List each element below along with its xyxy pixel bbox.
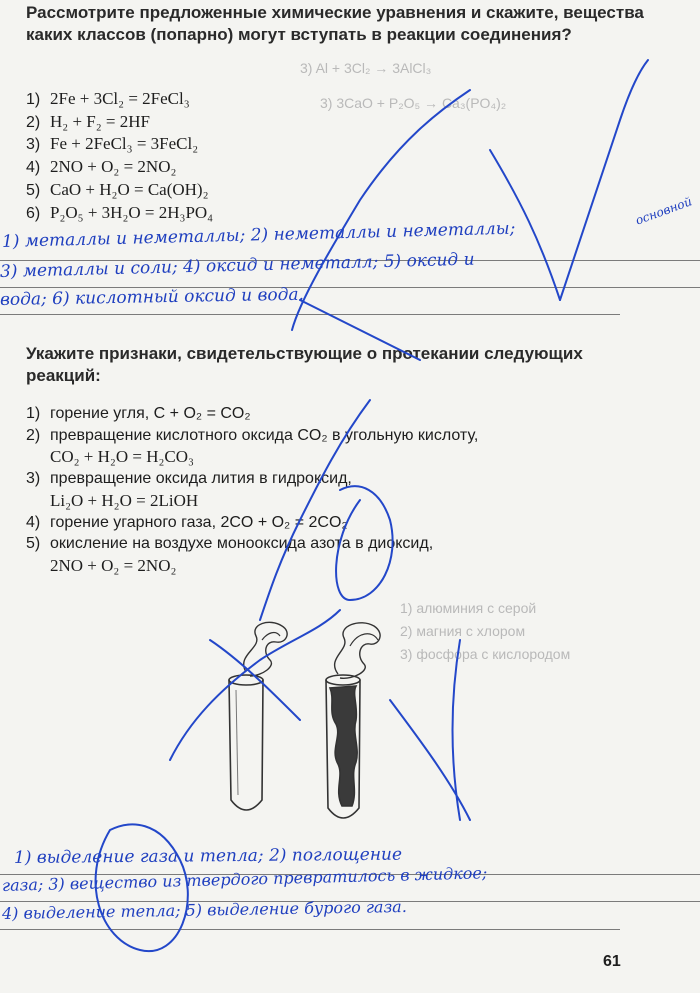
bleed-through-text: 3) фосфора с кислородом [400,646,571,662]
pen-stroke [300,300,420,360]
bleed-through-text: 1) алюминия с серой [400,600,537,616]
reaction-item: 4) горение угарного газа, 2CO + O₂ = 2CO₂ [26,513,348,531]
pen-stroke [170,610,340,760]
handwritten-answer-2-line-3: 4) выделение тепла; 5) выделение бурого газа. [1,896,407,923]
bleed-through-text: 2) магния с хлором [400,623,526,639]
bleed-through-text: 3) Al + 3Cl₂ → 3AlCl₃ [300,60,432,76]
equation-item: 4) 2NO + O₂ = 2NO₂ [26,157,177,177]
page-number: 61 [603,953,621,970]
reaction-item: 3) превращение оксида лития в гидроксид, Li₂O + H₂O = 2LiOH [26,470,352,510]
equation-item: 5) CaO + H₂O = Ca(OH)₂ [26,179,209,199]
handwritten-answer-1-line-2: 3) металлы и соли; 4) оксид и неметалл; 5) оксид и [0,249,475,282]
handwritten-answer-1-line-1: 1) металлы и неметаллы; 2) неметаллы и неметаллы; [1,218,516,252]
pen-stroke [96,824,188,951]
handwritten-answer-2-line-1: 1) выделение газа и тепла; 2) поглощение [13,844,403,868]
bleed-through-text: 3) 3CaO + P₂O₅ → Ca₃(PO₄)₂ [320,95,507,111]
task-1-title: Рассмотрите предложенные химические уравнения и скажите, вещества каких классов (попарно) могут вступать в реакции соединения? [26,3,644,44]
task-2-title: Укажите признаки, свидетельствующие о протекании следующих реакций: [26,344,583,385]
reaction-item: 2) превращение кислотного оксида CO₂ в угольную кислоту, CO₂ + H₂O = H₂CO₃ [26,426,479,467]
pen-stroke [210,640,300,720]
pen-stroke [453,640,461,820]
handwritten-answer-1-line-3: вода; 6) кислотный оксид и вода. [0,284,305,310]
pen-stroke [560,60,648,300]
reaction-item: 5) окисление на воздухе монооксида азота в диоксид, 2NO + O₂ = 2NO₂ [26,535,434,575]
reaction-item: 1) горение угля, C + O₂ = CO₂ [26,405,251,422]
pen-stroke [490,150,560,300]
equation-item: 2) H₂ + F₂ = 2HF [26,111,150,131]
handwritten-answer-2-line-2: газа; 3) вещество из твердого превратилось в жидкое; [1,863,488,895]
equation-item: 3) Fe + 2FeCl₃ = 3FeCl₂ [26,134,199,154]
equation-item: 6) P₂O₅ + 3H₂O = 2H₃PO₄ [26,202,214,222]
handwritten-answer-1-note: основной [633,194,694,228]
equation-item: 1) 2Fe + 3Cl₂ = 2FeCl₃ [26,89,190,108]
pen-stroke [336,486,393,600]
pen-stroke [292,90,470,330]
